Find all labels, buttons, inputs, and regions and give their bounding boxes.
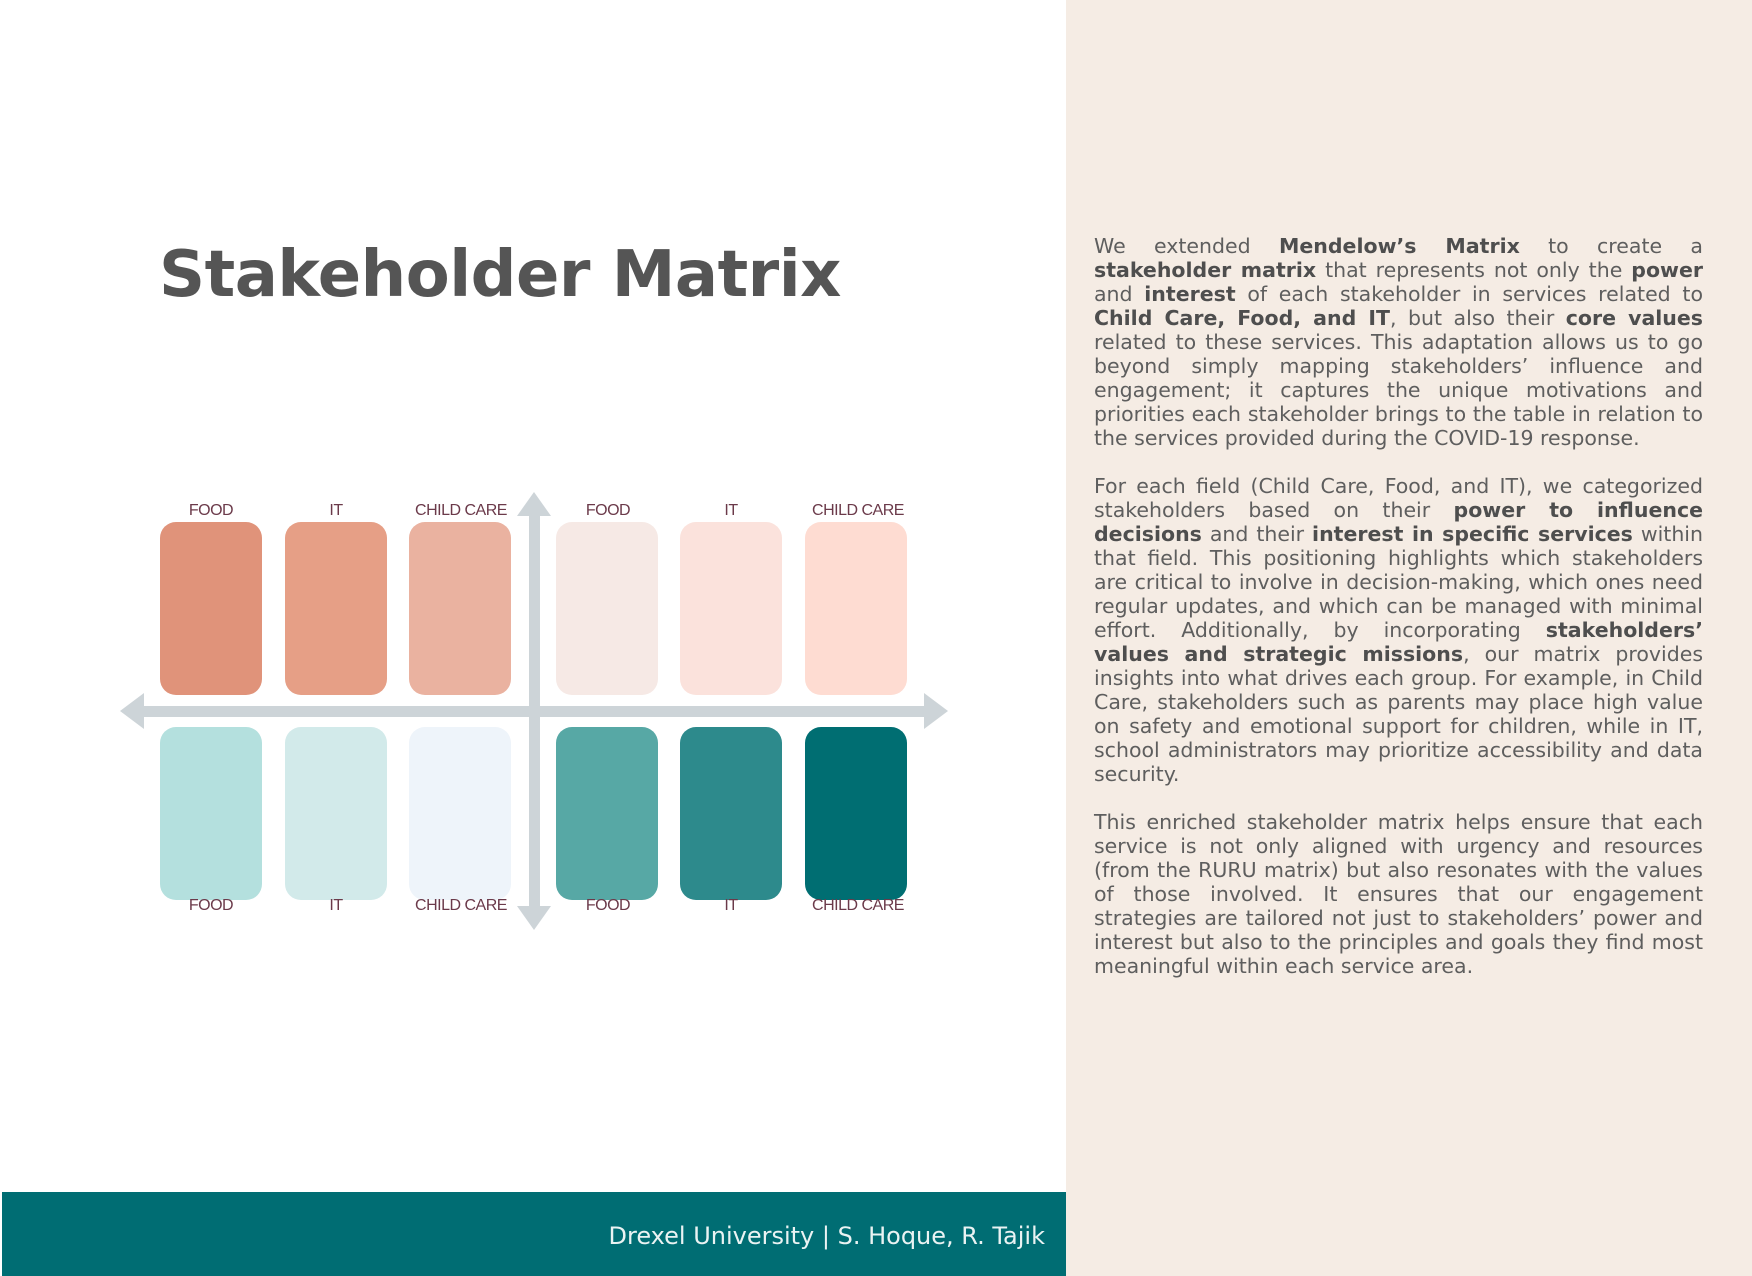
footer-credit: Drexel University | S. Hoque, R. Tajik — [608, 1222, 1045, 1250]
top-label-childcare-2: CHILD CARE — [812, 502, 904, 519]
top-label-it-2: IT — [724, 502, 738, 519]
bottom-label-childcare-1: CHILD CARE — [415, 897, 507, 914]
bottom-label-food-2: FOOD — [585, 897, 631, 914]
tile-top-food-low — [556, 522, 658, 695]
tile-top-childcare-low — [805, 522, 907, 695]
bottom-label-childcare-2: CHILD CARE — [812, 897, 904, 914]
tile-top-childcare-high — [409, 522, 511, 695]
tile-bottom-food-low — [160, 727, 262, 900]
bottom-label-food-1: FOOD — [188, 897, 234, 914]
right-arrow-icon — [924, 693, 948, 729]
description-paragraph-1: We extended Mendelow’s Matrix to create a stakeholder matrix that represents not only the power and interest of each stakeholder in services related to Child Care, Food, and IT, but also their core values related to these services. This adaptation allows us to go beyond simply mapping stakeholders’ influence and engagement; it captures the unique motivations and priorities each stakeholder brings to the table in relation to the services provided during the COVID-19 response. — [1094, 234, 1704, 450]
description-text — [1094, 234, 1703, 1002]
tile-bottom-it-high — [680, 727, 782, 900]
left-arrow-icon — [120, 693, 144, 729]
tile-bottom-childcare-low — [409, 727, 511, 900]
tile-bottom-it-low — [285, 727, 387, 900]
footer-bar — [2, 1192, 1066, 1276]
top-label-food-1: FOOD — [188, 502, 234, 519]
description-paragraph-3: This enriched stakeholder matrix helps ensure that each service is not only aligned with urgency and resources (from the RURU matrix) but also resonates with the values of those involved. It ensures that our engagement strategies are tailored not just to stakeholders’ power and interest but also to the principles and goals they find most meaningful within each service area. — [1094, 810, 1703, 978]
vertical-axis — [529, 510, 540, 910]
page-title: Stakeholder Matrix — [159, 238, 841, 312]
top-label-childcare-1: CHILD CARE — [415, 502, 507, 519]
top-label-food-2: FOOD — [585, 502, 631, 519]
bottom-label-it-2: IT — [724, 897, 738, 914]
tile-top-it-high — [285, 522, 387, 695]
top-label-it-1: IT — [329, 502, 343, 519]
bottom-label-it-1: IT — [329, 897, 343, 914]
tile-bottom-childcare-high — [805, 727, 907, 900]
description-paragraph-2: For each field (Child Care, Food, and IT), we categorized stakeholders based on their power to influence decisions and their interest in specific services within that field. This positioning highlights which stakeholders are critical to involve in decision-making, which ones need regular updates, and which can be managed with minimal effort. Additionally, by incorporating stakeholders’ values and strategic missions, our matrix provides insights into what drives each group. For example, in Child Care, stakeholders such as parents may place high value on safety and emotional support for children, while in IT, school administrators may prioritize accessibility and data security. — [1094, 474, 1703, 786]
tile-bottom-food-high — [556, 727, 658, 900]
tile-top-food-high — [160, 522, 262, 695]
tile-top-it-low — [680, 522, 782, 695]
